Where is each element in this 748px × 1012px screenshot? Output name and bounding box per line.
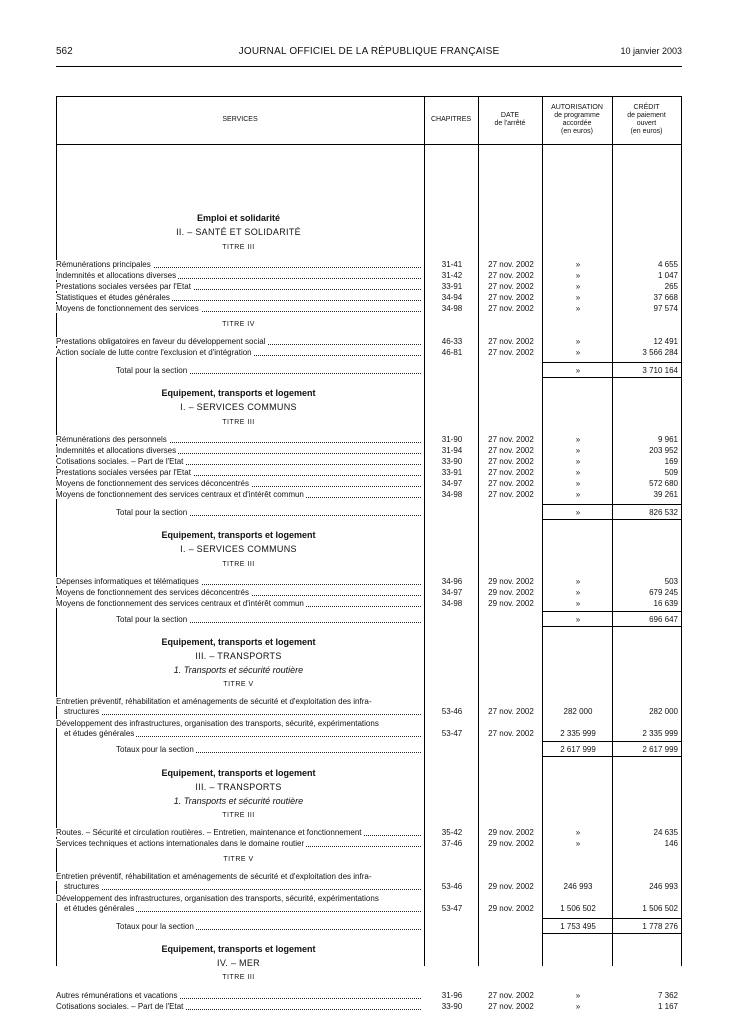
chapitre-cell: 31-96 xyxy=(441,991,463,1000)
autorisation-cell: » xyxy=(575,588,581,597)
date-cell: 27 nov. 2002 xyxy=(488,446,534,455)
row-label: Action sociale de lutte contre l'exclusion et d'intégration xyxy=(56,347,421,358)
chapitre-cell: 46-81 xyxy=(441,348,463,357)
total-row xyxy=(56,614,682,625)
date-cell: 29 nov. 2002 xyxy=(488,882,534,891)
chapitre-cell: 53-46 xyxy=(441,707,463,716)
row-label: Moyens de fonctionnement des services centraux et d'intérêt commun xyxy=(56,489,421,500)
credit-cell: 1 506 502 xyxy=(642,904,678,913)
table-row xyxy=(56,270,682,281)
total-rule-top xyxy=(542,741,681,742)
column-header-chapitres: CHAPITRES xyxy=(430,116,472,123)
row-label: Statistiques et études générales xyxy=(56,292,421,303)
chapitre-cell: 31-90 xyxy=(441,435,463,444)
total-label: Totaux pour la section xyxy=(116,921,421,932)
row-label: Moyens de fonctionnement des services centraux et d'intérêt commun xyxy=(56,598,421,609)
credit-cell: 509 xyxy=(664,468,678,477)
column-header-autorisation: AUTORISATION de programme accordée (en euros) xyxy=(551,104,603,135)
table-row xyxy=(56,838,682,849)
chapitre-cell: 37-46 xyxy=(441,839,463,848)
date-cell: 27 nov. 2002 xyxy=(488,271,534,280)
table-row xyxy=(56,489,682,500)
table-row xyxy=(56,827,682,838)
credit-cell: 246 993 xyxy=(649,882,678,891)
chapitre-cell: 34-94 xyxy=(441,293,463,302)
titre-heading: TITRE V xyxy=(223,681,254,688)
autorisation-cell: » xyxy=(575,304,581,313)
autorisation-cell: 246 993 xyxy=(563,882,593,891)
autorisation-total: » xyxy=(575,366,581,375)
autorisation-cell: » xyxy=(575,577,581,586)
autorisation-cell: » xyxy=(575,271,581,280)
total-row xyxy=(56,365,682,376)
chapitre-cell: 53-46 xyxy=(441,882,463,891)
total-rule-bottom xyxy=(542,933,681,934)
autorisation-cell: » xyxy=(575,260,581,269)
date-cell: 27 nov. 2002 xyxy=(488,457,534,466)
column-header-services: SERVICES xyxy=(222,116,258,123)
row-label: Cotisations sociales. – Part de l'Etat xyxy=(56,456,421,467)
total-label: Totaux pour la section xyxy=(116,744,421,755)
autorisation-cell: » xyxy=(575,468,581,477)
credit-cell: 7 362 xyxy=(657,991,678,1000)
credit-cell: 97 574 xyxy=(653,304,678,313)
subsection-heading: II. – SANTÉ ET SOLIDARITÉ xyxy=(176,227,301,237)
section-heading: Equipement, transports et logement xyxy=(161,388,316,398)
chapitre-cell: 34-98 xyxy=(441,304,463,313)
chapitre-cell: 33-90 xyxy=(441,1002,463,1011)
total-rule-top xyxy=(542,504,681,505)
chapitre-cell: 34-96 xyxy=(441,577,463,586)
autorisation-total: 2 617 999 xyxy=(560,745,596,754)
row-label: Routes. – Sécurité et circulation routières. – Entretien, maintenance et fonctionnement xyxy=(56,827,421,838)
table-row xyxy=(56,587,682,598)
titre-heading: TITRE III xyxy=(222,419,255,426)
row-label-line2: et études générales xyxy=(64,903,421,914)
titre-heading: TITRE III xyxy=(222,244,255,251)
chapitre-cell: 34-97 xyxy=(441,479,463,488)
credit-cell: 12 491 xyxy=(653,337,678,346)
credit-cell: 146 xyxy=(664,839,678,848)
chapitre-cell: 35-42 xyxy=(441,828,463,837)
total-rule-top xyxy=(542,918,681,919)
total-rule-top xyxy=(542,611,681,612)
total-row xyxy=(56,921,682,932)
column-header-credit: CRÉDIT de paiement ouvert (en euros) xyxy=(627,104,666,135)
credit-cell: 16 639 xyxy=(653,599,678,608)
date-cell: 27 nov. 2002 xyxy=(488,991,534,1000)
total-row xyxy=(56,507,682,518)
credit-total: 826 532 xyxy=(649,508,678,517)
credit-cell: 24 635 xyxy=(653,828,678,837)
subsection-heading: III. – TRANSPORTS xyxy=(195,651,282,661)
date-cell: 29 nov. 2002 xyxy=(488,839,534,848)
table-row xyxy=(56,292,682,303)
chapitre-cell: 53-47 xyxy=(441,729,463,738)
chapitre-cell: 46-33 xyxy=(441,337,463,346)
chapitre-cell: 53-47 xyxy=(441,904,463,913)
autorisation-cell: » xyxy=(575,839,581,848)
table-row xyxy=(56,598,682,609)
date-cell: 27 nov. 2002 xyxy=(488,729,534,738)
autorisation-cell: » xyxy=(575,457,581,466)
section-heading: Equipement, transports et logement xyxy=(161,637,316,647)
titre-heading: TITRE III xyxy=(222,974,255,981)
autorisation-cell: » xyxy=(575,490,581,499)
row-label-line2: et études générales xyxy=(64,728,421,739)
chapitre-cell: 34-97 xyxy=(441,588,463,597)
table-row-continuation xyxy=(56,881,682,892)
autorisation-cell: 2 335 999 xyxy=(560,729,596,738)
date-cell: 27 nov. 2002 xyxy=(488,490,534,499)
autorisation-cell: » xyxy=(575,479,581,488)
table-row xyxy=(56,259,682,270)
chapitre-cell: 31-41 xyxy=(441,260,463,269)
subsection-heading: IV. – MER xyxy=(217,958,260,968)
autorisation-cell: » xyxy=(575,348,581,357)
total-label: Total pour la section xyxy=(116,614,421,625)
row-label: Moyens de fonctionnement des services xyxy=(56,303,421,314)
table-row-continuation xyxy=(56,903,682,914)
credit-total: 696 647 xyxy=(649,615,678,624)
row-label: Rémunérations principales xyxy=(56,259,421,270)
credit-cell: 282 000 xyxy=(649,707,678,716)
autorisation-total: 1 753 495 xyxy=(560,922,596,931)
autorisation-cell: 282 000 xyxy=(563,707,593,716)
row-label: Prestations sociales versées par l'Etat xyxy=(56,281,421,292)
date-cell: 29 nov. 2002 xyxy=(488,599,534,608)
autorisation-cell: 1 506 502 xyxy=(560,904,596,913)
date-cell: 27 nov. 2002 xyxy=(488,337,534,346)
titre-heading: TITRE III xyxy=(222,812,255,819)
table-row xyxy=(56,347,682,358)
autorisation-total: » xyxy=(575,508,581,517)
date-cell: 27 nov. 2002 xyxy=(488,293,534,302)
credit-total: 3 710 164 xyxy=(642,366,678,375)
column-header-date: DATE de l'arrêté xyxy=(494,112,526,127)
date-cell: 27 nov. 2002 xyxy=(488,304,534,313)
row-label: Prestations obligatoires en faveur du développement social xyxy=(56,336,421,347)
credit-cell: 169 xyxy=(664,457,678,466)
date-cell: 27 nov. 2002 xyxy=(488,260,534,269)
row-label: Rémunérations des personnels xyxy=(56,434,421,445)
date-cell: 29 nov. 2002 xyxy=(488,588,534,597)
credit-total: 2 617 999 xyxy=(642,745,678,754)
credit-cell: 679 245 xyxy=(649,588,678,597)
credit-cell: 39 261 xyxy=(653,490,678,499)
header-rule xyxy=(56,66,682,67)
chapitre-cell: 34-98 xyxy=(441,490,463,499)
date-cell: 29 nov. 2002 xyxy=(488,904,534,913)
journal-title: JOURNAL OFFICIEL DE LA RÉPUBLIQUE FRANÇAISE xyxy=(238,46,500,57)
table-row xyxy=(56,445,682,456)
date-cell: 27 nov. 2002 xyxy=(488,435,534,444)
credit-cell: 572 680 xyxy=(649,479,678,488)
autorisation-total: » xyxy=(575,615,581,624)
table-row xyxy=(56,281,682,292)
autorisation-cell: » xyxy=(575,991,581,1000)
total-rule-bottom xyxy=(542,377,681,378)
table-row xyxy=(56,303,682,314)
table-row xyxy=(56,990,682,1001)
section-heading: Equipement, transports et logement xyxy=(161,944,316,954)
chapitre-cell: 33-90 xyxy=(441,457,463,466)
row-label: Autres rémunérations et vacations xyxy=(56,990,421,1001)
page-number: 562 xyxy=(56,46,73,57)
credit-cell: 203 952 xyxy=(649,446,678,455)
credit-total: 1 778 276 xyxy=(642,922,678,931)
chapitre-cell: 31-94 xyxy=(441,446,463,455)
credit-cell: 1 167 xyxy=(657,1002,678,1011)
row-label-line2: structures xyxy=(64,706,421,717)
row-label-line1: Entretien préventif, réhabilitation et aménagements de sécurité et d'exploitation des infra- xyxy=(56,872,372,881)
subsection-heading: I. – SERVICES COMMUNS xyxy=(180,402,297,412)
chapitre-cell: 31-42 xyxy=(441,271,463,280)
appropriations-table xyxy=(56,96,682,1011)
autorisation-cell: » xyxy=(575,293,581,302)
autorisation-cell: » xyxy=(575,282,581,291)
row-label: Moyens de fonctionnement des services déconcentrés xyxy=(56,587,421,598)
row-label-line2: structures xyxy=(64,881,421,892)
chapitre-cell: 33-91 xyxy=(441,468,463,477)
date-cell: 27 nov. 2002 xyxy=(488,707,534,716)
credit-cell: 9 961 xyxy=(657,435,678,444)
total-label: Total pour la section xyxy=(116,507,421,518)
autorisation-cell: » xyxy=(575,337,581,346)
row-label: Services techniques et actions internationales dans le domaine routier xyxy=(56,838,421,849)
row-label-line1: Développement des infrastructures, organisation des transports, sécurité, expérimentations xyxy=(56,894,379,903)
titre-heading: TITRE IV xyxy=(222,321,255,328)
section-heading: Equipement, transports et logement xyxy=(161,768,316,778)
credit-cell: 2 335 999 xyxy=(642,729,678,738)
section-heading: Equipement, transports et logement xyxy=(161,530,316,540)
date-cell: 29 nov. 2002 xyxy=(488,828,534,837)
total-rule-bottom xyxy=(542,519,681,520)
table-row xyxy=(56,336,682,347)
table-row-continuation xyxy=(56,728,682,739)
date-cell: 27 nov. 2002 xyxy=(488,348,534,357)
subsection-heading: III. – TRANSPORTS xyxy=(195,782,282,792)
table-row xyxy=(56,576,682,587)
table-row xyxy=(56,1001,682,1012)
table-row xyxy=(56,467,682,478)
row-label: Prestations sociales versées par l'Etat xyxy=(56,467,421,478)
row-label: Indemnités et allocations diverses xyxy=(56,270,421,281)
row-label: Cotisations sociales. – Part de l'Etat xyxy=(56,1001,421,1012)
credit-cell: 265 xyxy=(664,282,678,291)
date-cell: 27 nov. 2002 xyxy=(488,1002,534,1011)
chapitre-cell: 33-91 xyxy=(441,282,463,291)
row-label: Indemnités et allocations diverses xyxy=(56,445,421,456)
autorisation-cell: » xyxy=(575,599,581,608)
date-cell: 29 nov. 2002 xyxy=(488,577,534,586)
issue-date: 10 janvier 2003 xyxy=(620,46,682,56)
program-heading: 1. Transports et sécurité routière xyxy=(173,796,304,806)
section-heading: Emploi et solidarité xyxy=(196,213,281,223)
autorisation-cell: » xyxy=(575,1002,581,1011)
table-row xyxy=(56,434,682,445)
date-cell: 27 nov. 2002 xyxy=(488,282,534,291)
titre-heading: TITRE V xyxy=(223,856,254,863)
credit-cell: 4 655 xyxy=(657,260,678,269)
autorisation-cell: » xyxy=(575,828,581,837)
total-rule-bottom xyxy=(542,756,681,757)
row-label: Dépenses informatiques et télématiques xyxy=(56,576,421,587)
page-header xyxy=(56,46,682,62)
autorisation-cell: » xyxy=(575,446,581,455)
credit-cell: 1 047 xyxy=(657,271,678,280)
row-label-line1: Entretien préventif, réhabilitation et aménagements de sécurité et d'exploitation des infra- xyxy=(56,697,372,706)
credit-cell: 3 566 284 xyxy=(642,348,678,357)
subsection-heading: I. – SERVICES COMMUNS xyxy=(180,544,297,554)
table-row xyxy=(56,456,682,467)
total-label: Total pour la section xyxy=(116,365,421,376)
total-rule-bottom xyxy=(542,626,681,627)
date-cell: 27 nov. 2002 xyxy=(488,468,534,477)
credit-cell: 503 xyxy=(664,577,678,586)
total-rule-top xyxy=(542,362,681,363)
row-label: Moyens de fonctionnement des services déconcentrés xyxy=(56,478,421,489)
chapitre-cell: 34-98 xyxy=(441,599,463,608)
row-label-line1: Développement des infrastructures, organisation des transports, sécurité, expérimentations xyxy=(56,719,379,728)
table-row xyxy=(56,478,682,489)
credit-cell: 37 668 xyxy=(653,293,678,302)
date-cell: 27 nov. 2002 xyxy=(488,479,534,488)
table-header-divider xyxy=(56,144,682,145)
titre-heading: TITRE III xyxy=(222,561,255,568)
table-row-continuation xyxy=(56,706,682,717)
program-heading: 1. Transports et sécurité routière xyxy=(173,665,304,675)
total-row xyxy=(56,744,682,755)
autorisation-cell: » xyxy=(575,435,581,444)
